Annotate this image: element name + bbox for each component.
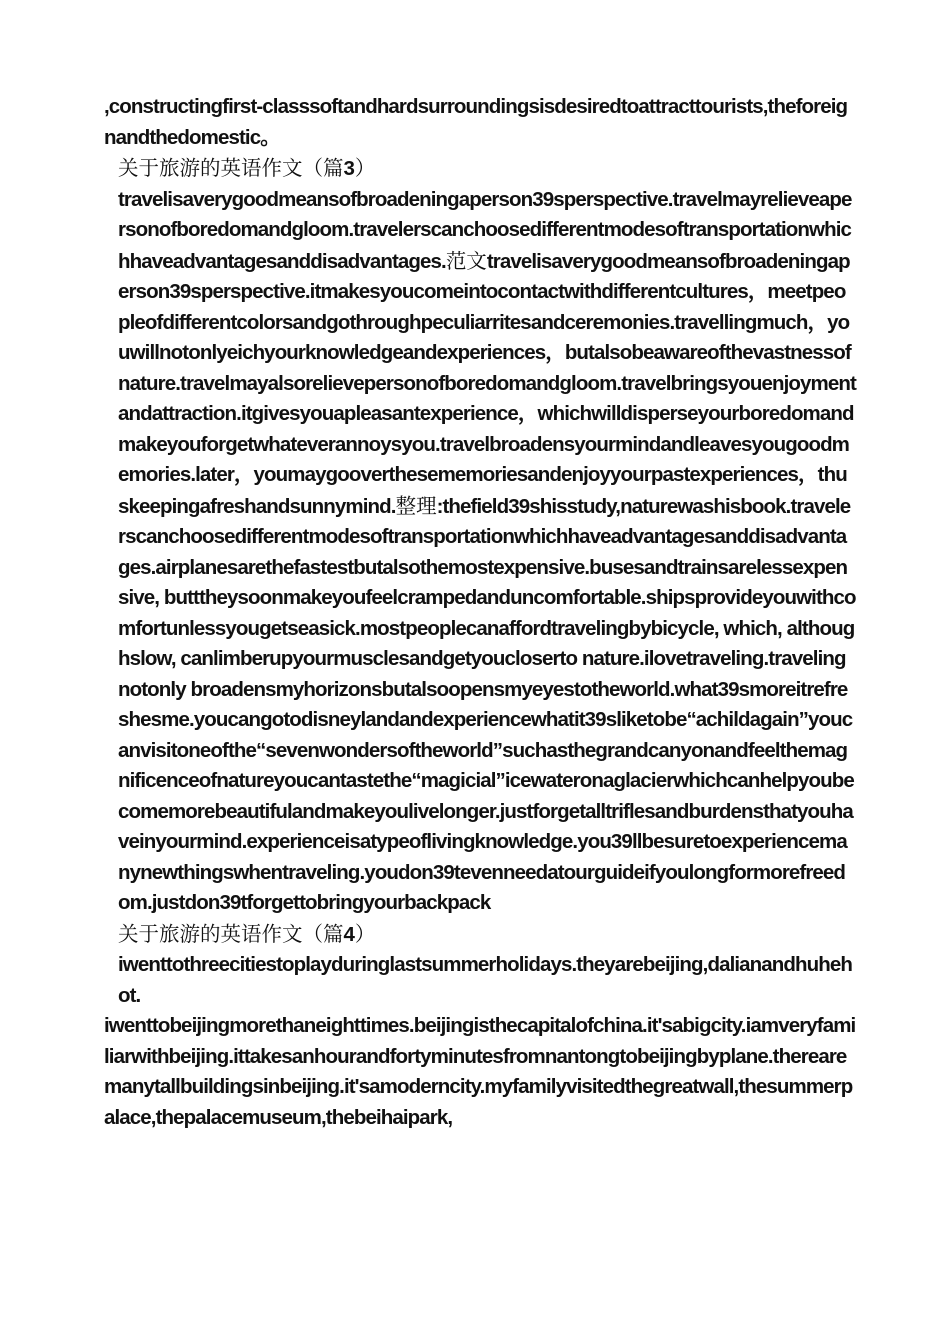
paragraph-intro: ,constructingfirst-classsoftandhardsurroundingsisdesiredtoattracttourists,theforeignandthedomestic。: [104, 95, 848, 149]
essay-3-part-c: :thefield39shisstudy,naturewashisbook.travelerscanchoosedifferentmodesoftransportationwhichhaveadvantagesanddisadvantages.airplanesarethefastestbutalsothemostexpensive.busesandtrainsarelessexpensive, butttheysoonmakeyoufeelcrampedanduncomfortable.shipsprovideyouwithcomfortunlessyougetseasick.mostpeoplecanaffordtravelingbybicycle, which, althoughslow, canlimberupyourmusclesandgetyoucloserto nature.ilovetraveling.travelingnotonly broadensmyhorizonsbutalsoopensmyeyestotheworld.what39smoreitrefreshesme.youcangotodisneylandandexperiencewhatit39sliketobe“achildagain”youcanvisitoneofthe“sevenwondersoftheworld”suchasthegrandcanyonandfeelthemagnificenceofnatureyoucantastethe“magicial”icewateronaglacierwhichcanhelpyoubecomemorebeautifulandmakeyoulivelonger.justforgetalltriflesandburdensthatyouhaveinyourmind.experienceisatypeoflivingknowledge.you39llbesuretoexperiencemanynewthingswhentraveling.youdon39tevenneedatourguideifyoulongformorefreedom.justdon39tforgettobringyourbackpack: [118, 494, 856, 914]
paragraph-essay-4-intro: iwenttothreecitiestoplayduringlastsummerholidays.theyarebeijing,dalianandhuhehot.: [118, 953, 853, 1007]
essay-3-label-edit: 整理: [395, 493, 437, 518]
heading-3-text: 关于旅游的英语作文（篇: [118, 156, 344, 180]
section-heading-4: [104, 919, 856, 951]
heading-3-number: 3: [343, 157, 355, 180]
document-page: [104, 92, 856, 1133]
heading-4-text: 关于旅游的英语作文（篇: [118, 921, 344, 946]
heading-4-close: ）: [354, 921, 376, 946]
essay-3-part-b: travelisaverygoodmeansofbroadeningaperson39sperspective.itmakesyoucomeintocontactwithdifferentcultures，meetpeopleofdifferentcolorsandgothroughpeculiarritesandceremonies.travellingmuch，youwillnotonlyeichyourknowledgeandexperiences，butalsobeawareofthevastnessofnature.travelmayalsorelievepersonofboredomandgloom.travelbringsyouenjoymentandattraction.itgivesyouapleasantexperience，whichwilldisperseyourboredomandmakeyouforgetwhateverannoysyou.travelbroadensyourmindandleavesyougoodmemories.later，youmaygooverthesememoriesandenjoyyourpastexperiences，thuskeepingafreshandsunnymind.: [118, 249, 856, 518]
paragraph-essay-4-body: iwenttobeijingmorethaneighttimes.beijingisthecapitalofchina.it'sabigcity.iamveryfamiliarwithbeijing.ittakesanhourandfortyminutesfromnantongtobeijingbyplane.therearemanytallbuildingsinbeijing.it'samoderncity.myfamilyvisitedthegreatwall,thesummerpalace,thepalacemuseum,thebeihaipark,: [104, 1014, 856, 1129]
essay-3-part-a: travelisaverygoodmeansofbroadeningaperson39sperspective.travelmayrelieveapersonofboredomandgloom.travelerscanchoosedifferentmodesoftransportationwhichhaveadvantagesanddisadvantages.: [118, 187, 852, 273]
section-heading-3: [104, 153, 856, 185]
essay-3-label-sample: 范文: [445, 248, 487, 273]
heading-4-number: 4: [343, 922, 355, 946]
heading-3-close: ）: [354, 156, 376, 180]
paragraph-essay-3: [104, 185, 856, 919]
